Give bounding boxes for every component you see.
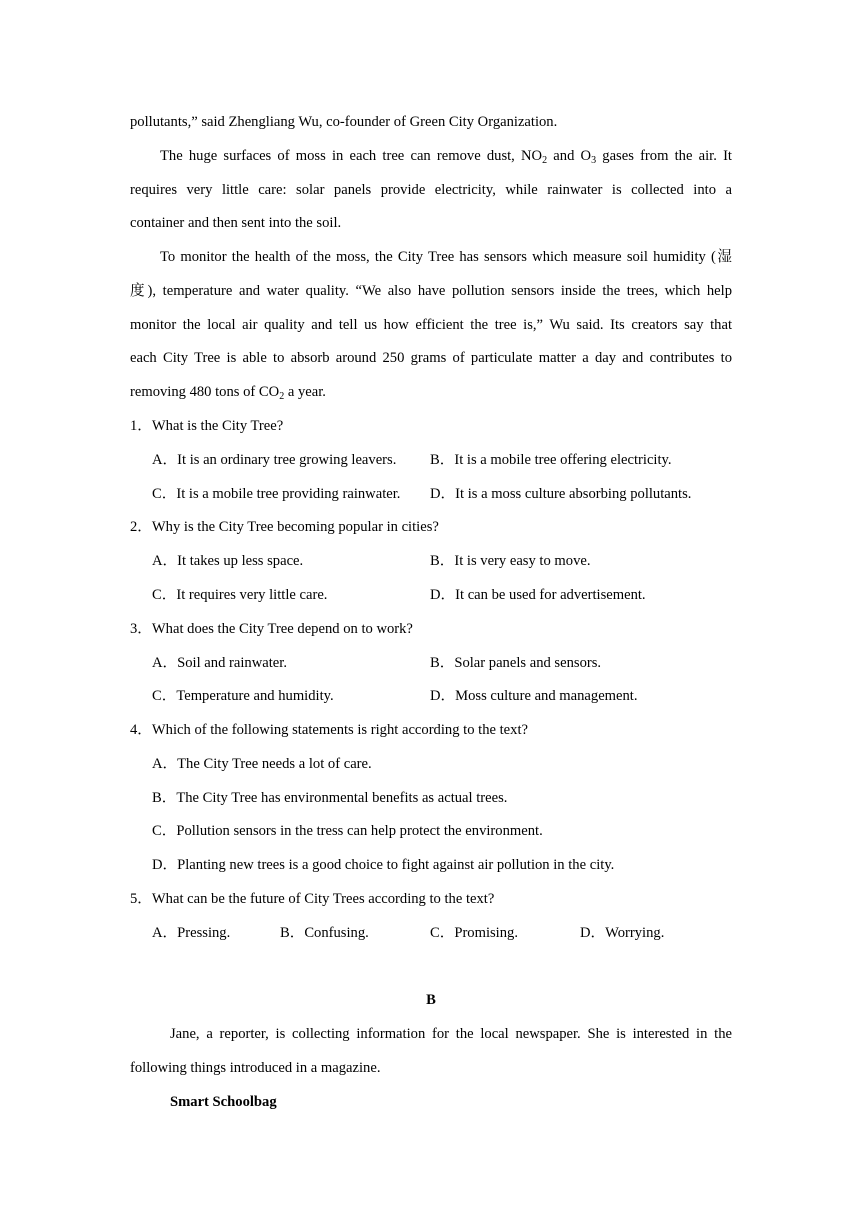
text-run: The huge surfaces of moss in each tree can remove dust, NO — [160, 148, 543, 164]
q5-option-c: C．Promising. — [430, 925, 518, 941]
question-2: 2．Why is the City Tree becoming popular in cities? — [130, 519, 439, 535]
q2-option-b: B．It is very easy to move. — [430, 553, 591, 569]
q5-option-b: B．Confusing. — [280, 925, 369, 941]
passage-line: requires very little care: solar panels provide electricity, while rainwater is collected into a — [130, 182, 732, 198]
text-run: a year. — [284, 384, 326, 400]
q3-option-b: B．Solar panels and sensors. — [430, 655, 602, 671]
q2-option-a: A．It takes up less space. — [152, 553, 304, 569]
q2-option-d: D．It can be used for advertisement. — [430, 587, 646, 603]
subheading: Smart Schoolbag — [170, 1094, 277, 1110]
q2-option-c: C．It requires very little care. — [152, 587, 328, 603]
q4-option-b: B．The City Tree has environmental benefits as actual trees. — [152, 790, 508, 806]
q1-option-a: A．It is an ordinary tree growing leavers. — [152, 452, 397, 468]
q4-option-d: D．Planting new trees is a good choice to fight against air pollution in the city. — [152, 857, 615, 873]
text-run: and O — [547, 148, 592, 164]
q5-option-d: D．Worrying. — [580, 925, 665, 941]
text-run: gases from the air. It — [596, 148, 732, 164]
question-3: 3．What does the City Tree depend on to work? — [130, 621, 413, 637]
passage-line: each City Tree is able to absorb around 250 grams of particulate matter a day and contributes to — [130, 350, 732, 366]
passage-line — [130, 382, 732, 402]
q4-option-c: C．Pollution sensors in the tress can help protect the environment. — [152, 823, 543, 839]
subscript: 2 — [542, 155, 548, 166]
text-run: removing 480 tons of CO — [130, 384, 280, 400]
q1-option-d: D．It is a moss culture absorbing pollutants. — [430, 486, 692, 502]
q1-option-c: C．It is a mobile tree providing rainwater. — [152, 486, 401, 502]
q5-option-a: A．Pressing. — [152, 925, 231, 941]
passage-line: container and then sent into the soil. — [130, 215, 342, 231]
passage-line: 度), temperature and water quality. “We also have pollution sensors inside the trees, which help — [130, 283, 732, 299]
question-1: 1．What is the City Tree? — [130, 418, 284, 434]
subscript: 2 — [279, 391, 285, 402]
q3-option-a: A．Soil and rainwater. — [152, 655, 287, 671]
q3-option-d: D．Moss culture and management. — [430, 688, 638, 704]
q1-option-b: B．It is a mobile tree offering electricity. — [430, 452, 672, 468]
passage-line: To monitor the health of the moss, the City Tree has sensors which measure soil humidity (湿 — [160, 249, 732, 265]
question-5: 5．What can be the future of City Trees according to the text? — [130, 891, 495, 907]
q3-option-c: C．Temperature and humidity. — [152, 688, 334, 704]
passage-line — [160, 146, 732, 166]
passage-line: pollutants,” said Zhengliang Wu, co-founder of Green City Organization. — [130, 114, 558, 130]
question-4: 4．Which of the following statements is right according to the text? — [130, 722, 528, 738]
passage-line: Jane, a reporter, is collecting information for the local newspaper. She is interested in the — [170, 1026, 732, 1042]
subscript: 3 — [591, 155, 597, 166]
q4-option-a: A．The City Tree needs a lot of care. — [152, 756, 372, 772]
passage-line: following things introduced in a magazine. — [130, 1060, 381, 1076]
passage-line: monitor the local air quality and tell us how efficient the tree is,” Wu said. Its creators say that — [130, 317, 732, 333]
section-heading: B — [426, 992, 436, 1008]
